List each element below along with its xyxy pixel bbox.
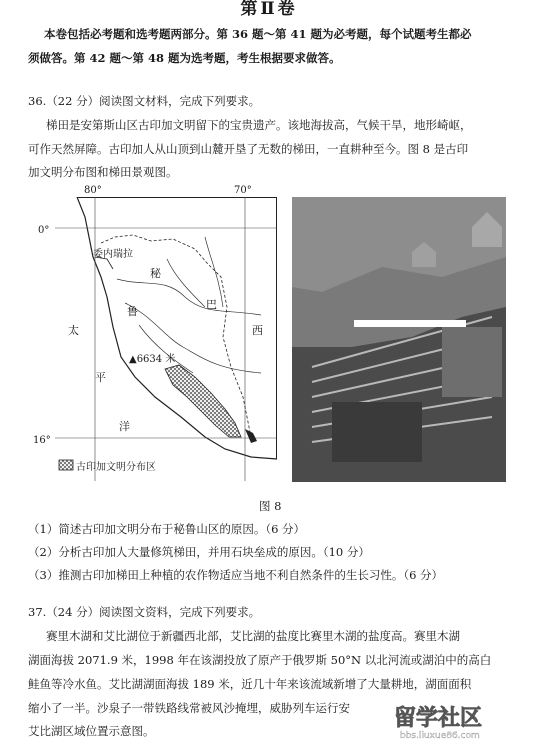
- label-peak-elevation: ▲6634 米: [129, 354, 176, 365]
- figure-caption: 图 8: [259, 499, 282, 513]
- q36-sub-question-3: （3）推测古印加梯田上种植的农作物适应当地不利自然条件的生长习性。（6 分）: [28, 568, 444, 582]
- label-brazil-2: 西: [252, 324, 263, 337]
- label-venezuela: 委内瑞拉: [93, 249, 133, 260]
- q36-sub-question-1: （1）简述古印加文明分布于秘鲁山区的原因。（6 分）: [28, 522, 306, 536]
- q37-line-2: 湖面海拔 2071.9 米，1998 年在该湖投放了原产于俄罗斯 50°N 以北河流或湖泊中的高白: [28, 653, 492, 667]
- map-longitude-80: 80°: [84, 185, 102, 196]
- q36-paragraph-line-1: 梯田是安第斯山区古印加文明留下的宝贵遗产。该地海拔高，气候干旱，地形崎岖，: [46, 118, 472, 132]
- map-latitude-0: 0°: [38, 225, 50, 236]
- label-peru-2: 鲁: [127, 305, 138, 318]
- q37-line-3: 鲑鱼等冷水鱼。艾比湖湖面海拔 189 米，近几十年来该流域新增了大量耕地，湖面面积: [28, 677, 472, 691]
- inca-distribution-map: [55, 197, 277, 481]
- label-pacific-2: 平: [95, 371, 106, 384]
- intro-line-2: 须做答。第 42 题～第 48 题为选考题，考生根据要求做答。: [28, 51, 341, 65]
- q37-line-4: 缩小了一半。沙泉子一带铁路线常被风沙掩埋，威胁列车运行安: [28, 701, 350, 715]
- legend-label: 古印加文明分布区: [76, 462, 156, 473]
- label-pacific-1: 太: [68, 324, 79, 337]
- map-longitude-70: 70°: [234, 185, 252, 196]
- label-peru-1: 秘: [150, 267, 161, 280]
- watermark-url: bbs.liuxue86.com: [400, 731, 480, 741]
- q36-paragraph-line-3: 加文明分布图和梯田景观图。: [28, 165, 178, 179]
- q37-line-1: 赛里木湖和艾比湖位于新疆西北部，艾比湖的盐度比赛里木湖的盐度高。赛里木湖: [46, 629, 460, 643]
- map-latitude-16: 16°: [33, 435, 51, 446]
- watermark-brand: 留学社区: [394, 706, 483, 731]
- q37-heading: 37.（24 分）阅读图文资料，完成下列要求。: [28, 605, 261, 619]
- q36-paragraph-line-2: 可作天然屏障。古印加人从山顶到山麓开垦了无数的梯田，一直耕种至今。图 8 是古印: [28, 142, 469, 156]
- label-pacific-3: 洋: [119, 420, 130, 433]
- label-brazil-1: 巴: [206, 298, 217, 311]
- legend-swatch: [59, 460, 73, 470]
- watermark-logo: [382, 701, 532, 741]
- terrace-landscape-photo: [292, 197, 506, 482]
- section-title: 第Ⅱ卷: [240, 0, 298, 19]
- q37-line-5: 艾比湖区域位置示意图。: [28, 724, 155, 738]
- q36-sub-question-2: （2）分析古印加人大量修筑梯田，并用石块垒成的原因。（10 分）: [28, 545, 370, 559]
- intro-line-1: 本卷包括必考题和选考题两部分。第 36 题～第 41 题为必考题，每个试题考生都必: [44, 27, 472, 41]
- q36-heading: 36.（22 分）阅读图文材料，完成下列要求。: [28, 94, 261, 108]
